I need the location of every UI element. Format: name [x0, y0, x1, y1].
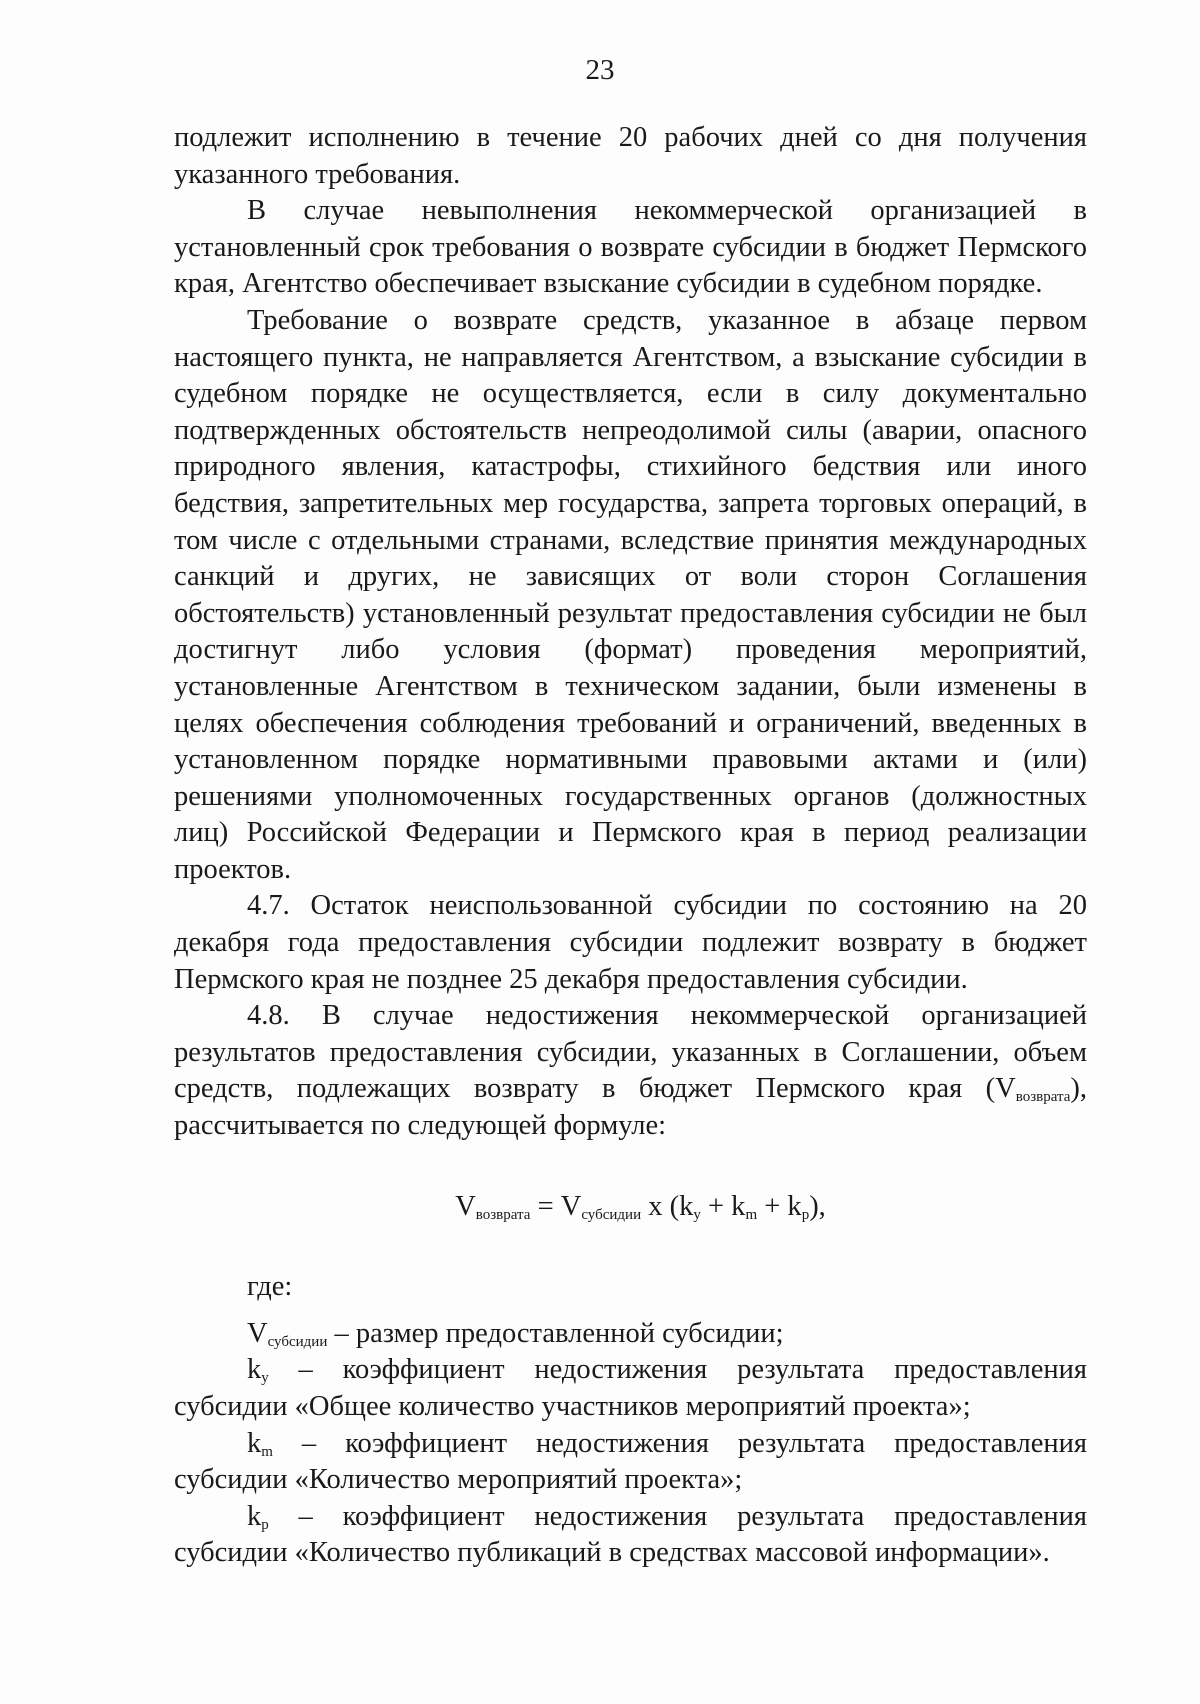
formula-ky-sub: y [693, 1206, 701, 1223]
formula-close: ), [809, 1190, 826, 1222]
paragraph-continuation: подлежит исполнению в течение 20 рабочих дней со дня получения указанного требования. [174, 122, 1087, 190]
paragraph-force-majeure: Требование о возврате средств, указанное в абзаце первом настоящего пункта, не направляется Агентством, а взыскание субсидии в судебном порядке не осуществляется, если в силу документально подтвержденных обстоятельств непреодолимой силы (аварии, опасного природного явления, катастрофы, стихийного бедствия или иного бедствия, запретительных мер государства, запрета торговых операций, в том числе с отдельными странами, вследствие принятия международных санкций и других, не зависящих от воли сторон Соглашения обстоятельств) установленный результат предоставления субсидии не был достигнут либо условия (формат) проведения мероприятий, установленные Агентством в техническом задании, были изменены в целях обеспечения соблюдения требований и ограничений, введенных в установленном порядке нормативными правовыми актами и (или) решениями уполномоченных государственных органов (должностных лиц) Российской Федерации и Пермского края в период реализации проектов. [174, 304, 1087, 885]
paragraph-court-recovery: В случае невыполнения некоммерческой организацией в установленный срок требования о возврате субсидии в бюджет Пермского края, Агентство обеспечивает взыскание субсидии в судебном порядке. [174, 195, 1087, 300]
definition-km [174, 1426, 1087, 1499]
def-vs-sub: субсидии [267, 1333, 328, 1350]
definition-v-subsidy [174, 1316, 1087, 1353]
paragraph-4-7: 4.7. Остаток неиспользованной субсидии по состоянию на 20 декабря года предоставления субсидии подлежит возврату в бюджет Пермского края не позднее 25 декабря предоставления субсидии. [174, 890, 1087, 995]
def-ky-text: – коэффициент недостижения результата предоставления субсидии «Общее количество участников мероприятий проекта»; [174, 1354, 1087, 1422]
def-vs-text: – размер предоставленной субсидии; [327, 1317, 784, 1349]
definition-ky [174, 1352, 1087, 1425]
def-km-symbol: k [247, 1427, 262, 1459]
return-formula [174, 1189, 1087, 1226]
formula-v: V [455, 1190, 476, 1222]
def-kp-text: – коэффициент недостижения результата предоставления субсидии «Количество публикаций в средствах массовой информации». [174, 1500, 1087, 1569]
formula-plus2: + k [757, 1190, 802, 1222]
formula-v-sub: возврата [475, 1206, 531, 1223]
paragraph-4-8 [174, 998, 1087, 1144]
def-km-text: – коэффициент недостижения результата предоставления субсидии «Количество мероприятий проекта»; [174, 1427, 1087, 1496]
v-return-subscript: возврата [1015, 1089, 1071, 1106]
formula-eq: = V [530, 1190, 582, 1222]
paragraph-4-8-tail: ), рассчитывается по следующей формуле: [174, 1073, 1087, 1142]
where-label: где: [247, 1271, 293, 1303]
page-number: 23 [585, 54, 615, 86]
formula-kp-sub: p [801, 1206, 810, 1223]
def-ky-symbol: k [247, 1354, 262, 1386]
document-body [174, 120, 1087, 1572]
def-kp-sub: p [261, 1516, 269, 1533]
def-ky-sub: y [261, 1370, 269, 1387]
formula-plus1: + k [700, 1190, 746, 1222]
formula-km-sub: m [745, 1206, 758, 1223]
formula-vs-sub: субсидии [581, 1206, 642, 1223]
formula-x-open: x (k [641, 1190, 694, 1222]
definition-kp [174, 1499, 1087, 1572]
def-km-sub: m [261, 1443, 273, 1460]
def-kp-symbol: k [247, 1500, 262, 1532]
def-vs-symbol: V [247, 1317, 268, 1349]
paragraph-4-8-text: 4.8. В случае недостижения некоммерческой организацией результатов предоставления субсидии, указанных в Соглашении, объем средств, подлежащих возврату в бюджет Пермского края (V [174, 1000, 1087, 1105]
